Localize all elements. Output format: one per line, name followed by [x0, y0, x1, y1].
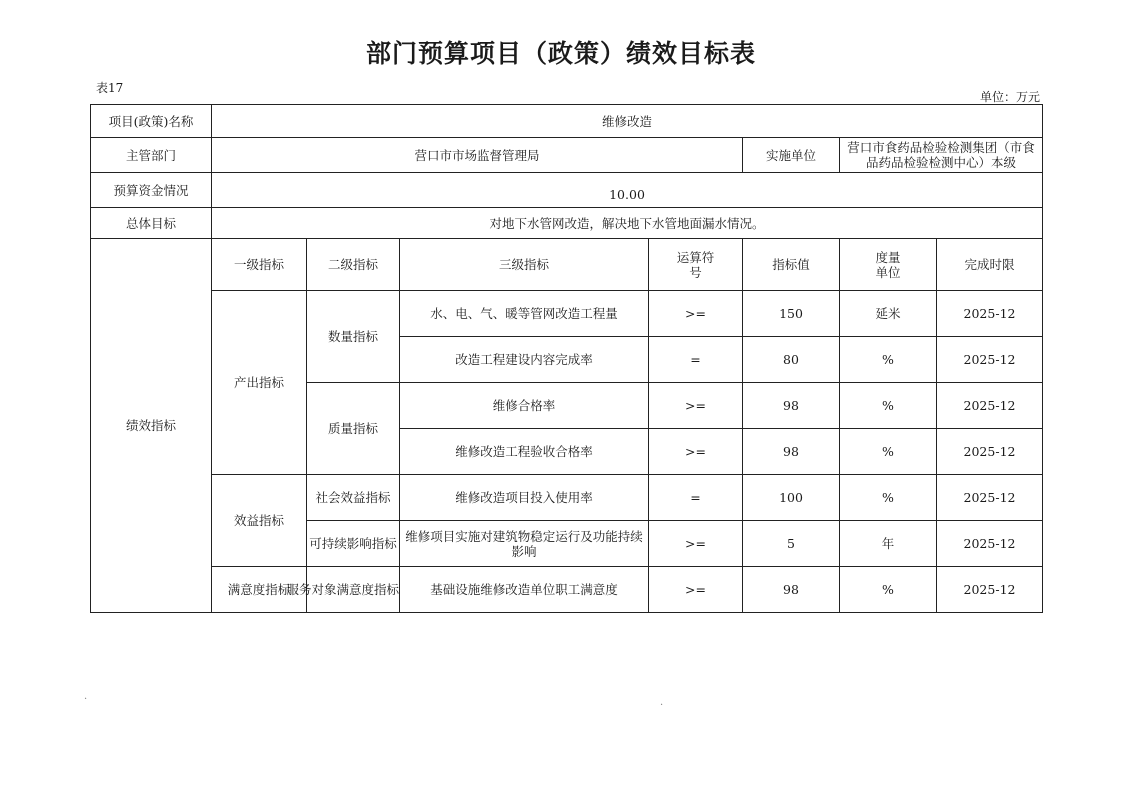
- indicator-value: 98: [743, 429, 840, 475]
- budget-value: 10.00: [212, 173, 1043, 208]
- header-level3: 三级指标: [400, 239, 649, 291]
- department-value: 营口市市场监督管理局: [212, 138, 743, 173]
- indicator-name: 水、电、气、暖等管网改造工程量: [400, 291, 649, 337]
- implementing-unit-label: 实施单位: [743, 138, 840, 173]
- page-title: 部门预算项目（政策）绩效目标表: [365, 39, 756, 68]
- header-deadline: 完成时限: [937, 239, 1043, 291]
- indicator-deadline: 2025-12: [937, 383, 1043, 429]
- group-output: 产出指标: [212, 291, 307, 475]
- overall-goal-value: 对地下水管网改造，解决地下水管地面漏水情况。: [212, 208, 1043, 239]
- indicator-name: 维修项目实施对建筑物稳定运行及功能持续影响: [400, 521, 649, 567]
- indicator-unit: 年: [840, 521, 937, 567]
- group-service-satisfaction: 服务对象满意度指标: [307, 567, 400, 613]
- project-name-value: 维修改造: [212, 105, 1043, 138]
- overall-goal-row: [91, 208, 1043, 239]
- header-unit: 度量单位: [840, 239, 937, 291]
- indicator-operator: >=: [649, 521, 743, 567]
- indicator-operator: >=: [649, 567, 743, 613]
- overall-goal-label: 总体目标: [91, 208, 212, 239]
- indicator-value: 150: [743, 291, 840, 337]
- scan-speck: ·: [660, 700, 664, 711]
- budget-row: [91, 173, 1043, 208]
- indicator-operator: >=: [649, 429, 743, 475]
- indicator-unit: %: [840, 475, 937, 521]
- indicator-operator: =: [649, 337, 743, 383]
- department-row: [91, 138, 1043, 173]
- group-quantity: 数量指标: [307, 291, 400, 383]
- indicator-deadline: 2025-12: [937, 521, 1043, 567]
- indicator-value: 98: [743, 383, 840, 429]
- indicator-operator: >=: [649, 383, 743, 429]
- indicator-header-row: [91, 239, 1043, 291]
- group-social-benefit: 社会效益指标: [307, 475, 400, 521]
- indicator-unit: %: [840, 383, 937, 429]
- group-sustainability: 可持续影响指标: [307, 521, 400, 567]
- indicator-name: 改造工程建设内容完成率: [400, 337, 649, 383]
- indicator-deadline: 2025-12: [937, 291, 1043, 337]
- indicator-deadline: 2025-12: [937, 337, 1043, 383]
- indicator-operator: >=: [649, 291, 743, 337]
- performance-indicators-label: 绩效指标: [91, 239, 212, 613]
- indicator-unit: 延米: [840, 291, 937, 337]
- department-label: 主管部门: [91, 138, 212, 173]
- unit-label: 单位：万元: [979, 90, 1040, 104]
- header-target-value: 指标值: [743, 239, 840, 291]
- indicator-deadline: 2025-12: [937, 429, 1043, 475]
- indicator-unit: %: [840, 337, 937, 383]
- table-row: [91, 291, 1043, 337]
- group-benefit: 效益指标: [212, 475, 307, 567]
- indicator-deadline: 2025-12: [937, 475, 1043, 521]
- table-row: [91, 567, 1043, 613]
- implementing-unit-value: 营口市食药品检验检测集团（市食品药品检验检测中心）本级: [840, 138, 1043, 173]
- indicator-operator: =: [649, 475, 743, 521]
- indicator-value: 80: [743, 337, 840, 383]
- project-name-label: 项目(政策)名称: [91, 105, 212, 138]
- header-level1: 一级指标: [212, 239, 307, 291]
- performance-table: [90, 104, 1043, 613]
- indicator-name: 基础设施维修改造单位职工满意度: [400, 567, 649, 613]
- indicator-value: 5: [743, 521, 840, 567]
- indicator-name: 维修改造工程验收合格率: [400, 429, 649, 475]
- header-level2: 二级指标: [307, 239, 400, 291]
- indicator-name: 维修合格率: [400, 383, 649, 429]
- indicator-deadline: 2025-12: [937, 567, 1043, 613]
- indicator-value: 98: [743, 567, 840, 613]
- table-row: [91, 475, 1043, 521]
- indicator-unit: %: [840, 567, 937, 613]
- table-number: 表17: [96, 81, 124, 95]
- indicator-name: 维修改造项目投入使用率: [400, 475, 649, 521]
- scan-speck: ·: [84, 694, 88, 705]
- indicator-value: 100: [743, 475, 840, 521]
- header-operator: 运算符号: [649, 239, 743, 291]
- project-name-row: [91, 105, 1043, 138]
- budget-label: 预算资金情况: [91, 173, 212, 208]
- group-quality: 质量指标: [307, 383, 400, 475]
- group-satisfaction: 满意度指标: [212, 567, 307, 613]
- indicator-unit: %: [840, 429, 937, 475]
